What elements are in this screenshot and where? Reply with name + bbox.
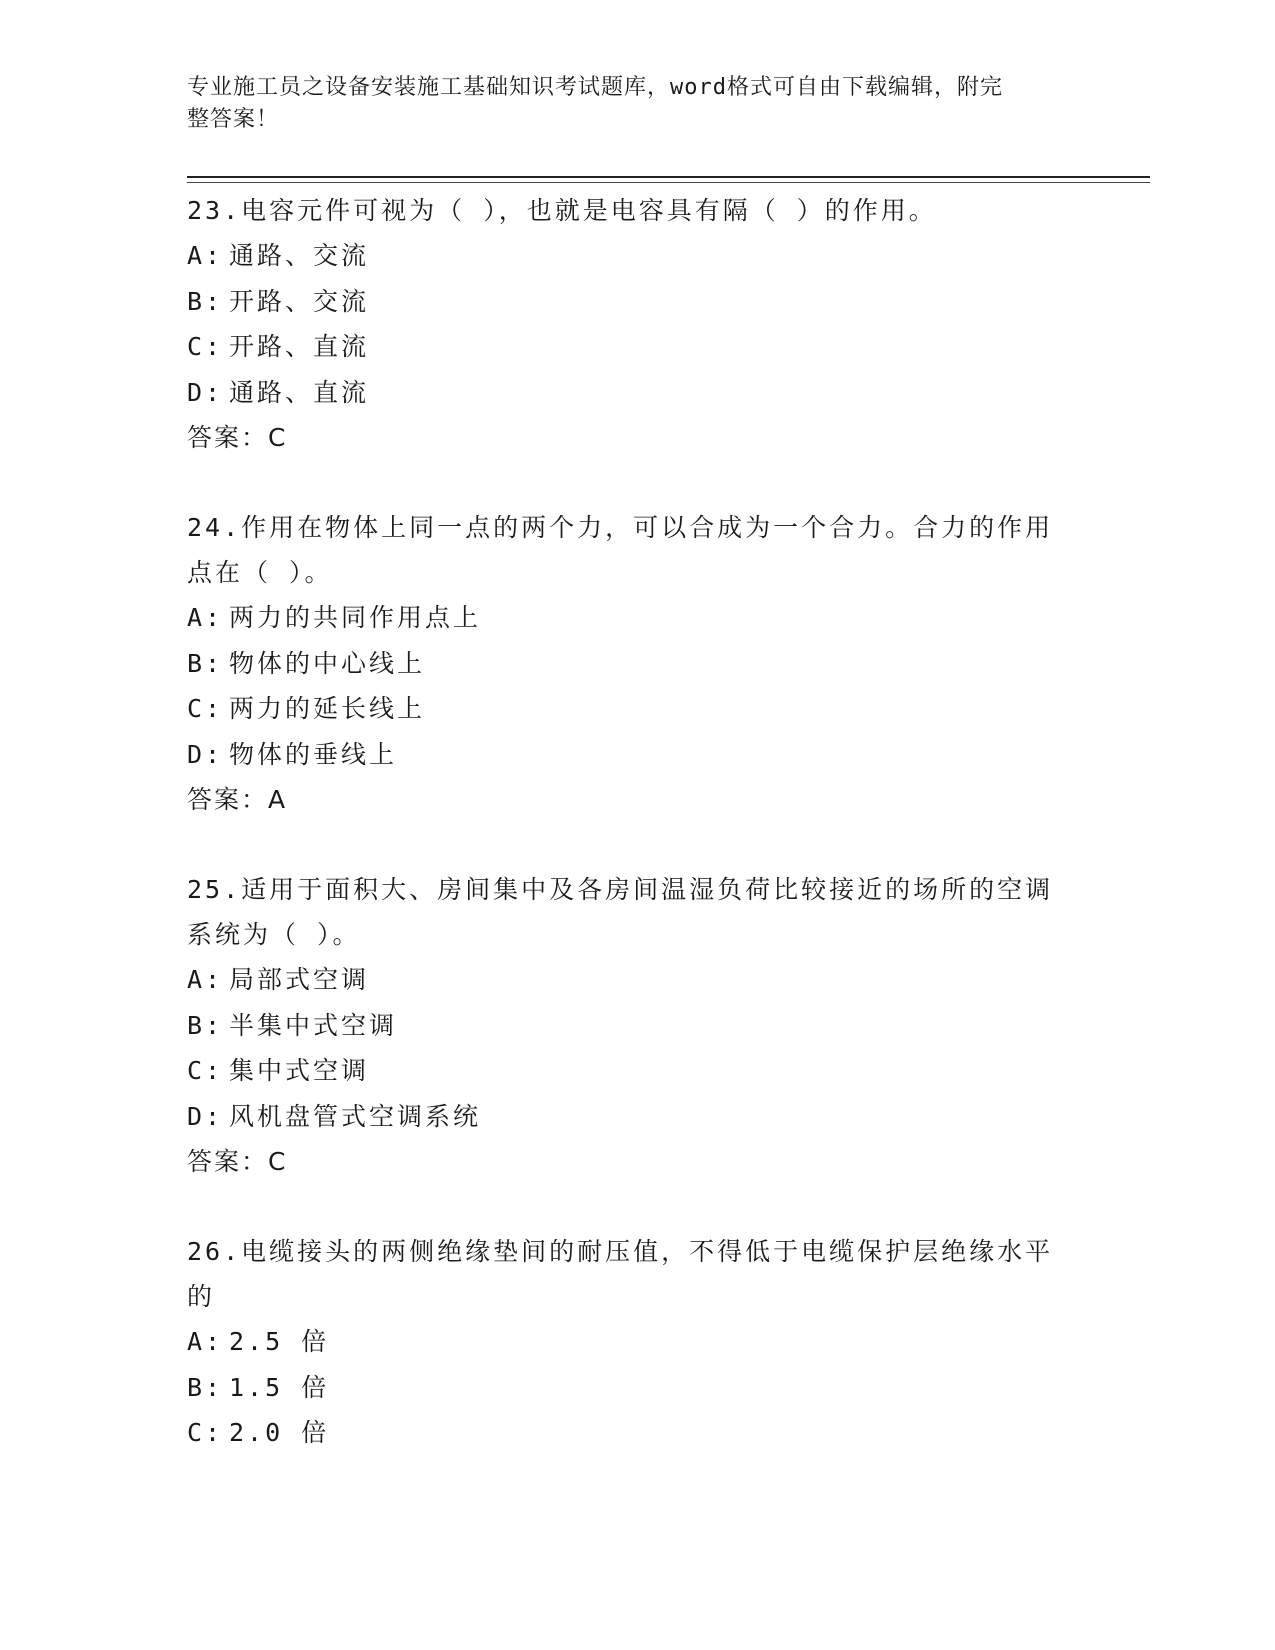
option-text: 两力的共同作用点上 — [229, 603, 482, 632]
option-key: C: — [187, 1056, 224, 1085]
question-number: 25. — [187, 875, 242, 904]
question-stem: 电缆接头的两侧绝缘垫间的耐压值，不得低于电缆保护层绝缘水平的 — [187, 1237, 1054, 1311]
option-text: 半集中式空调 — [229, 1010, 398, 1040]
document-header — [187, 72, 1067, 136]
option-d — [187, 732, 1067, 778]
option-d — [187, 1094, 1067, 1140]
option-key: C: — [187, 1418, 224, 1447]
answer — [187, 415, 1067, 460]
answer — [187, 1139, 1067, 1184]
option-b — [187, 641, 1067, 687]
question-text — [187, 505, 1067, 595]
option-key: A: — [187, 1327, 224, 1356]
option-b — [187, 279, 1067, 325]
option-key: D: — [187, 1101, 224, 1131]
option-key: A: — [187, 241, 224, 270]
answer-label: 答案： — [187, 785, 269, 814]
option-text: 开路、交流 — [229, 286, 370, 316]
question-25 — [187, 867, 1067, 1184]
option-text: 2.0 倍 — [229, 1418, 330, 1447]
header-divider-thin — [187, 182, 1150, 183]
option-text: 物体的中心线上 — [229, 648, 426, 678]
option-c — [187, 324, 1067, 370]
option-text: 物体的垂线上 — [229, 739, 398, 769]
question-text — [187, 867, 1067, 957]
question-text — [187, 1229, 1067, 1319]
option-key: D: — [187, 739, 224, 769]
option-b — [187, 1365, 1067, 1411]
option-d — [187, 370, 1067, 416]
option-text: 1.5 倍 — [229, 1372, 330, 1402]
option-text: 两力的延长线上 — [229, 694, 426, 723]
answer — [187, 777, 1067, 822]
answer-value: A — [268, 785, 288, 814]
header-line-2: 整答案！ — [187, 107, 280, 132]
option-text: 局部式空调 — [229, 965, 370, 994]
option-text: 2.5 倍 — [229, 1327, 330, 1356]
option-key: B: — [187, 286, 224, 316]
question-26 — [187, 1229, 1067, 1456]
option-a — [187, 233, 1067, 279]
question-stem: 作用在物体上同一点的两个力，可以合成为一个合力。合力的作用点在（ ）。 — [187, 513, 1054, 587]
answer-label: 答案： — [187, 423, 269, 452]
question-text — [187, 188, 1067, 233]
option-text: 开路、直流 — [229, 332, 370, 361]
option-c — [187, 1410, 1067, 1456]
option-key: D: — [187, 377, 224, 407]
question-stem: 电容元件可视为（ ），也就是电容具有隔（ ）的作用。 — [241, 196, 937, 225]
option-key: C: — [187, 332, 224, 361]
question-23 — [187, 188, 1067, 460]
header-divider-thick — [187, 176, 1150, 178]
option-a — [187, 957, 1067, 1003]
option-key: B: — [187, 648, 224, 678]
option-c — [187, 1048, 1067, 1094]
question-number: 26. — [187, 1237, 242, 1266]
question-stem: 适用于面积大、房间集中及各房间温湿负荷比较接近的场所的空调系统为（ ）。 — [187, 875, 1054, 949]
option-key: A: — [187, 603, 224, 632]
question-number: 24. — [187, 513, 242, 542]
question-list — [187, 188, 1067, 1501]
header-line-1: 专业施工员之设备安装施工基础知识考试题库，word格式可自由下载编辑，附完 — [187, 75, 1003, 100]
answer-value: C — [268, 423, 288, 452]
option-text: 风机盘管式空调系统 — [229, 1101, 482, 1131]
option-key: A: — [187, 965, 224, 994]
option-text: 通路、交流 — [229, 241, 370, 270]
answer-value: C — [268, 1147, 288, 1176]
question-number: 23. — [187, 196, 242, 225]
option-text: 集中式空调 — [229, 1056, 370, 1085]
option-text: 通路、直流 — [229, 377, 370, 407]
answer-label: 答案： — [187, 1147, 269, 1176]
option-key: B: — [187, 1372, 224, 1402]
option-a — [187, 595, 1067, 641]
option-c — [187, 686, 1067, 732]
option-b — [187, 1003, 1067, 1049]
option-a — [187, 1319, 1067, 1365]
question-24 — [187, 505, 1067, 822]
option-key: C: — [187, 694, 224, 723]
option-key: B: — [187, 1010, 224, 1040]
